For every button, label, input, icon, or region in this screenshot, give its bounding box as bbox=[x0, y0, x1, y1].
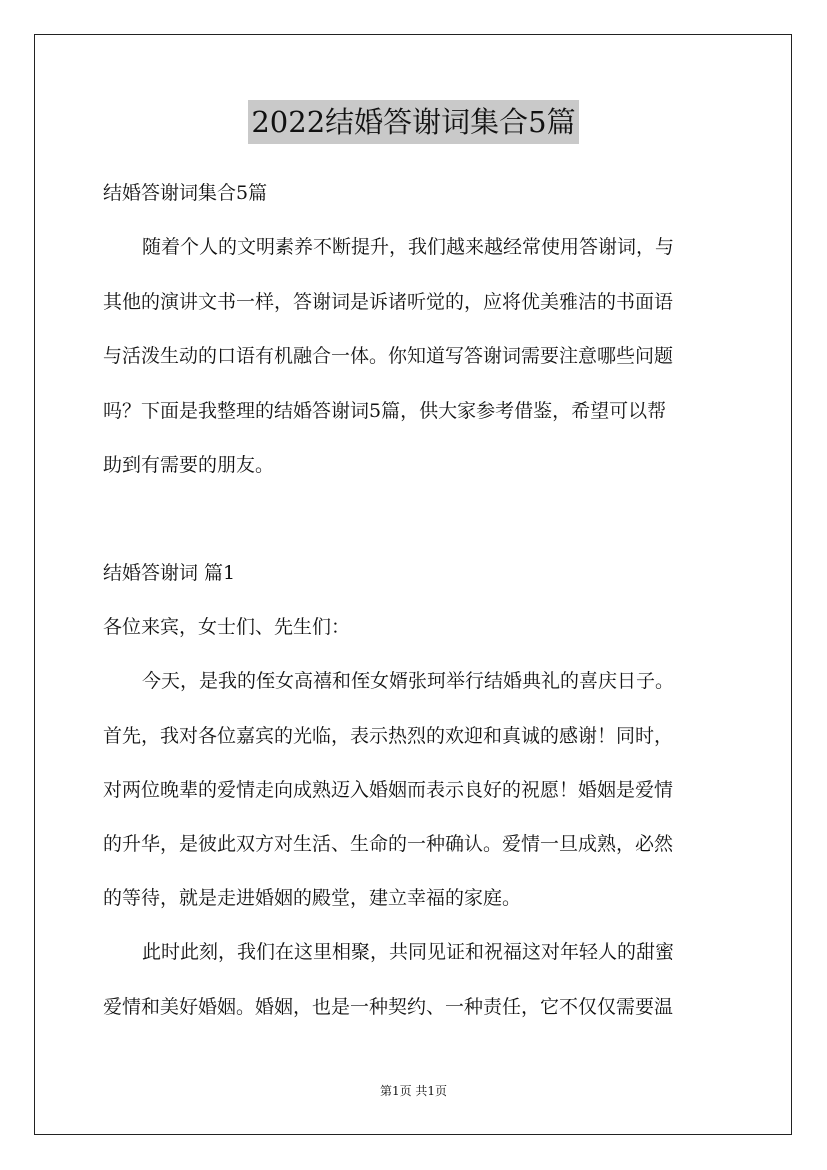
paragraph-line: 此时此刻，我们在这里相聚，共同见证和祝福这对年轻人的甜蜜 bbox=[142, 941, 675, 963]
page-footer: 第1页 共1页 bbox=[379, 1084, 448, 1098]
document-title-wrapper bbox=[0, 100, 827, 144]
paragraph-line: 的升华，是彼此双方对生活、生命的一种确认。爱情一旦成熟，必然 bbox=[103, 833, 674, 855]
intro-line: 与活泼生动的口语有机融合一体。你知道写答谢词需要注意哪些问题 bbox=[103, 345, 674, 367]
paragraph-line: 首先，我对各位嘉宾的光临，表示热烈的欢迎和真诚的感谢！同时， bbox=[103, 725, 674, 747]
paragraph-line: 今天，是我的侄女高禧和侄女婿张珂举行结婚典礼的喜庆日子。 bbox=[142, 670, 675, 692]
paragraph-line: 的等待，就是走进婚姻的殿堂，建立幸福的家庭。 bbox=[103, 887, 522, 909]
paragraph-line: 对两位晚辈的爱情走向成熟迈入婚姻而表示良好的祝愿！婚姻是爱情 bbox=[103, 779, 674, 801]
intro-line: 吗？下面是我整理的结婚答谢词5篇，供大家参考借鉴，希望可以帮 bbox=[103, 400, 667, 422]
document-subtitle: 结婚答谢词集合5篇 bbox=[103, 182, 268, 204]
greeting-line: 各位来宾，女士们、先生们： bbox=[103, 616, 351, 638]
intro-line: 随着个人的文明素养不断提升，我们越来越经常使用答谢词，与 bbox=[142, 236, 675, 258]
document-title: 2022结婚答谢词集合5篇 bbox=[248, 100, 578, 144]
section-heading: 结婚答谢词 篇1 bbox=[103, 562, 236, 584]
intro-line: 其他的演讲文书一样，答谢词是诉诸听觉的，应将优美雅洁的书面语 bbox=[103, 291, 674, 313]
paragraph-line: 爱情和美好婚姻。婚姻，也是一种契约、一种责任，它不仅仅需要温 bbox=[103, 996, 674, 1018]
intro-line: 助到有需要的朋友。 bbox=[103, 454, 275, 476]
